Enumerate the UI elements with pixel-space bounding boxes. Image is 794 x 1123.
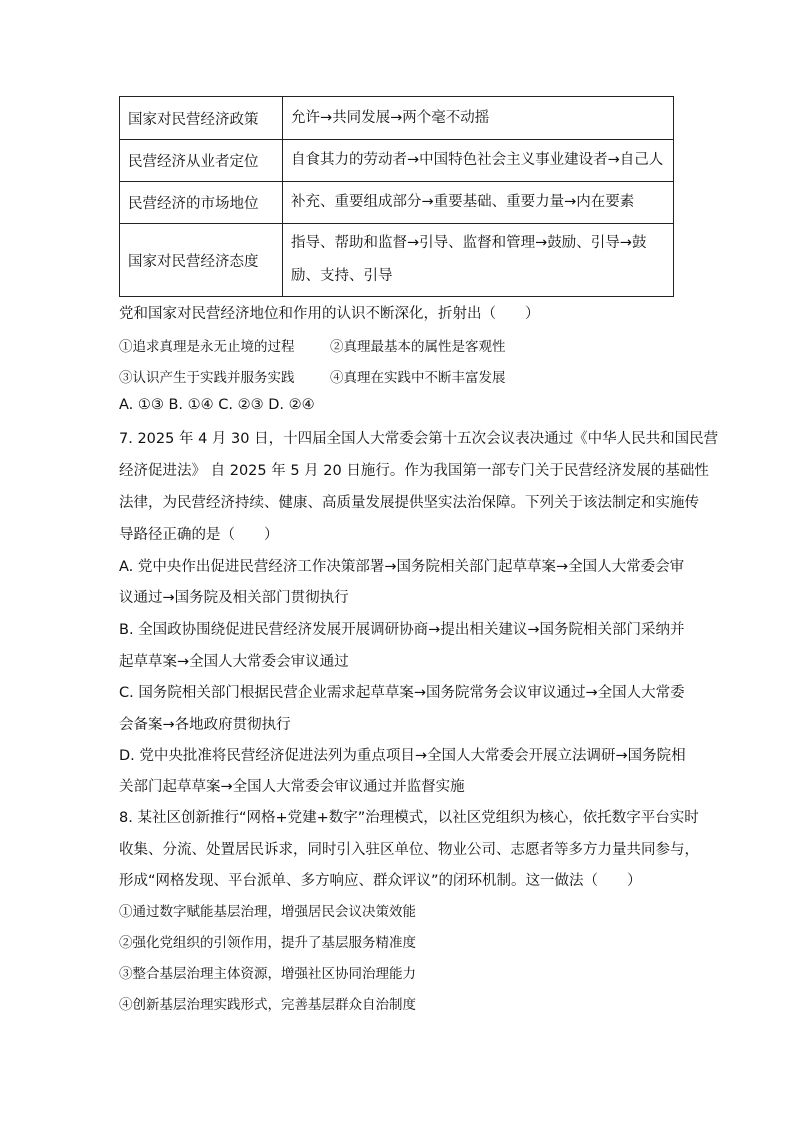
q7-option-b: B. 全国政协围绕促进民营经济发展开展调研协商→提出相关建议→国务院相关部门采纳并 bbox=[119, 622, 685, 638]
q8-stem-line: 8. 某社区创新推行“网格+党建+数字”治理模式，以社区党组织为核心，依托数字平台实时 bbox=[119, 810, 699, 826]
q8-stem-line: 形成“网格发现、平台派单、多方响应、群众评议”的闭环机制。这一做法（ ） bbox=[119, 873, 642, 889]
q8-statement-1: ①通过数字赋能基层治理，增强居民会议决策效能 bbox=[119, 904, 416, 920]
q6-statement-3: ③认识产生于实践并服务实践 bbox=[119, 370, 295, 386]
q7-option-d: D. 党中央批准将民营经济促进法列为重点项目→全国人大常委会开展立法调研→国务院相 bbox=[119, 748, 686, 764]
q7-option-d-cont: 关部门起草草案→全国人大常委会审议通过并监督实施 bbox=[119, 779, 465, 795]
table-row-value: 补充、重要组成部分→重要基础、重要力量→内在要素 bbox=[283, 182, 674, 224]
q6-options: A. ①③ B. ①④ C. ②③ D. ②④ bbox=[119, 397, 315, 413]
policy-evolution-table bbox=[119, 96, 674, 297]
table-row-value: 允许→共同发展→两个毫不动摇 bbox=[283, 97, 674, 140]
q8-statement-3: ③整合基层治理主体资源，增强社区协同治理能力 bbox=[119, 966, 416, 982]
table-row-label: 国家对民营经济政策 bbox=[120, 97, 283, 140]
table-row bbox=[120, 182, 674, 224]
table-row-label: 民营经济的市场地位 bbox=[120, 182, 283, 224]
table-row-value: 指导、帮助和监督→引导、监督和管理→鼓励、引导→鼓励、支持、引导 bbox=[283, 224, 674, 297]
table-row bbox=[120, 140, 674, 182]
q7-option-a: A. 党中央作出促进民营经济工作决策部署→国务院相关部门起草草案→全国人大常委会审 bbox=[119, 559, 685, 575]
table-row bbox=[120, 224, 674, 297]
q7-stem-line: 经济促进法》 自 2025 年 5 月 20 日施行。作为我国第一部专门关于民营经济发展的基础性 bbox=[119, 463, 709, 479]
q7-stem-line: 导路径正确的是（ ） bbox=[119, 527, 279, 543]
q8-statement-4: ④创新基层治理实践形式，完善基层群众自治制度 bbox=[119, 997, 416, 1013]
q8-stem-line: 收集、分流、处置居民诉求，同时引入驻区单位、物业公司、志愿者等多方力量共同参与， bbox=[119, 842, 699, 858]
table-row-label: 民营经济从业者定位 bbox=[120, 140, 283, 182]
q7-option-a-cont: 议通过→国务院及相关部门贯彻执行 bbox=[119, 590, 349, 606]
q6-statement-4: ④真理在实践中不断丰富发展 bbox=[330, 370, 506, 386]
table-row-value: 自食其力的劳动者→中国特色社会主义事业建设者→自己人 bbox=[283, 140, 674, 182]
q7-option-c-cont: 会备案→各地政府贯彻执行 bbox=[119, 717, 291, 733]
q6-statement-1: ①追求真理是永无止境的过程 bbox=[119, 339, 295, 355]
q6-stem: 党和国家对民营经济地位和作用的认识不断深化，折射出（ ） bbox=[119, 306, 540, 322]
table-row bbox=[120, 97, 674, 140]
q8-statement-2: ②强化党组织的引领作用，提升了基层服务精准度 bbox=[119, 935, 416, 951]
table-row-label: 国家对民营经济态度 bbox=[120, 224, 283, 297]
q7-stem-line: 7. 2025 年 4 月 30 日，十四届全国人大常委会第十五次会议表决通过《中华人民共和国民营 bbox=[119, 431, 719, 447]
q6-statement-2: ②真理最基本的属性是客观性 bbox=[330, 339, 506, 355]
q7-option-c: C. 国务院相关部门根据民营企业需求起草草案→国务院常务会议审议通过→全国人大常委 bbox=[119, 685, 685, 701]
q7-option-b-cont: 起草草案→全国人大常委会审议通过 bbox=[119, 654, 349, 670]
q7-stem-line: 法律，为民营经济持续、健康、高质量发展提供坚实法治保障。下列关于该法制定和实施传 bbox=[119, 495, 699, 511]
